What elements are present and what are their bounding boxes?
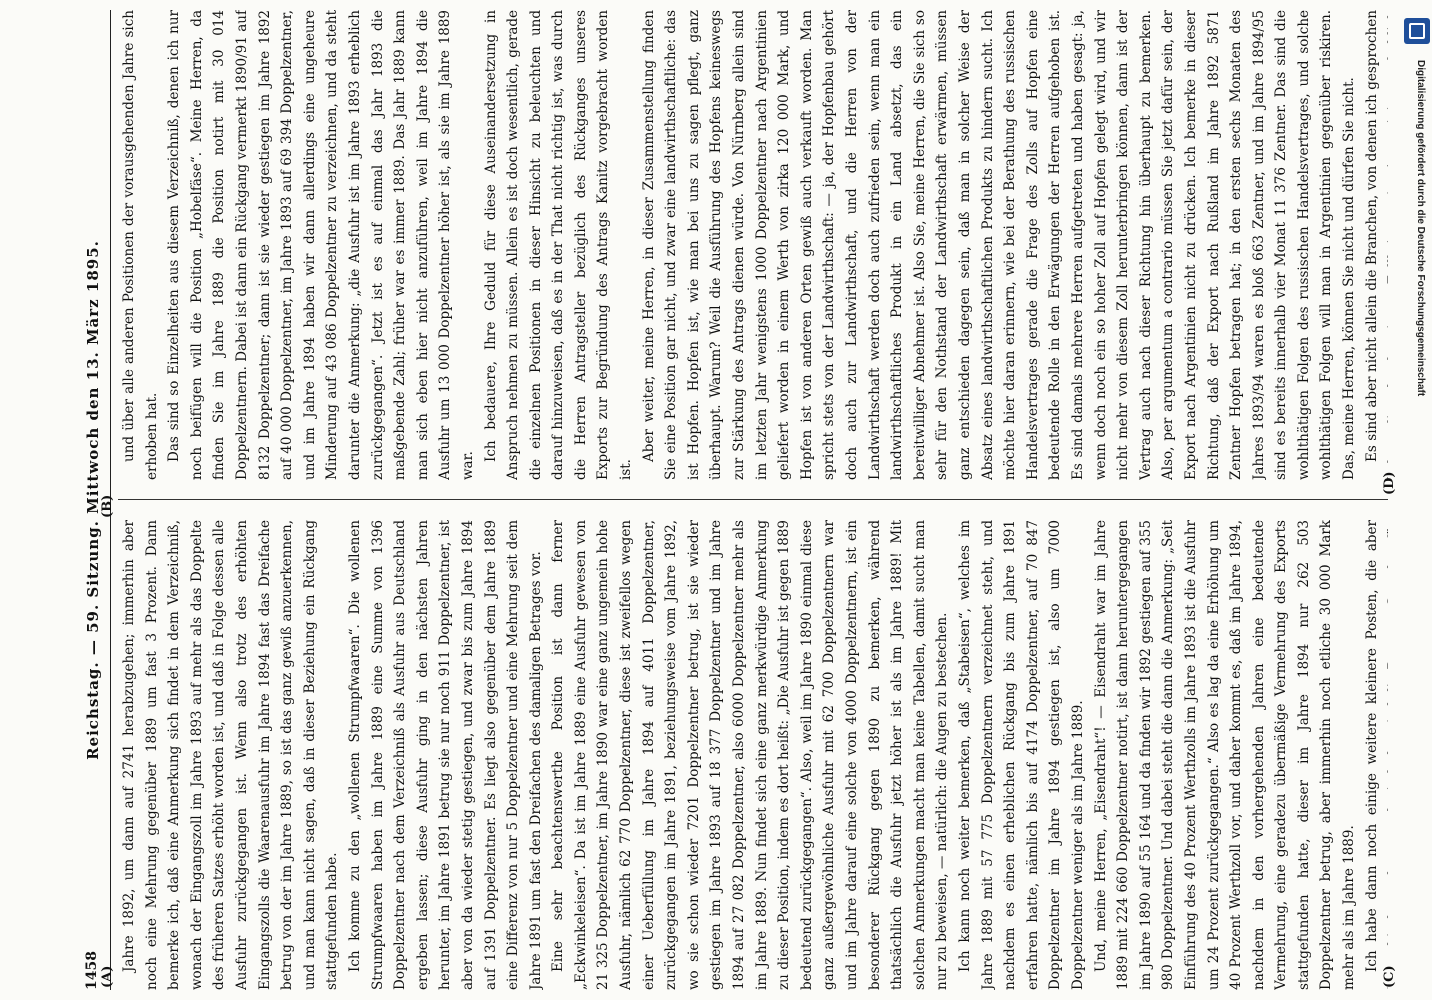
page-header [0, 0, 102, 1000]
page-number: 1458 [84, 951, 100, 990]
left-text-column [118, 520, 1388, 990]
session-heading: Reichstag. — 59. Sitzung. Mittwoch den 13. März 1895. [84, 240, 102, 760]
paragraph: Ich komme zu den „wollenen Strumpfwaaren“. Die wollenen Strumpfwaaren haben im Jahre 1889 eine Summe von 1396 Doppelzentner nach dem Verzeichniß als Ausfuhr aus Deutschland ergeben lassen; diese Ausfuhr ging in den nächsten Jahren herunter, im Jahre 1891 betrug sie nur noch 911 Doppelzentner, ist aber von da wieder stetig gestiegen, und zwar bis zum Jahre 1894 auf 1391 Doppelzentner. Es liegt also gegenüber dem Jahre 1889 eine Differenz von nur 5 Doppelzentner und eine Mehrung seit dem Jahre 1891 um fast den Dreifachen des damaligen Betrages vor. [346, 520, 544, 990]
paragraph: Ich kann noch weiter bemerken, daß „Stabeisen“, welches im Jahre 1889 mit 57 775 Doppelzentnern verzeichnet steht, und nachdem es einen erheblichen Rückgang bis zum Jahre 1891 erfahren hatte, nämlich bis auf 4174 Doppelzentner, auf 70 847 Doppelzentner im Jahre 1894 gestiegen ist, also um 7000 Doppelzentner weniger als im Jahre 1889. [956, 520, 1086, 990]
margin-label-a: (A) [100, 965, 115, 988]
paragraph: und über alle anderen Positionen der vorausgehenden Jahre sich erhoben hat. [121, 10, 160, 480]
column-divider [118, 499, 1388, 500]
paragraph: Ich habe dann noch einige weitere kleinere Posten, die aber [1363, 520, 1380, 972]
paragraph: Aber weiter, meine Herren, in dieser Zusammenstellung finden Sie eine Position gar nicht, und zwar eine landwirthschaftliche: das ist Hopfen. Hopfen ist, wie man bei uns zu sagen pflegt, ganz überhaupt. Warum? Weil die Ausführung des Hopfens keineswegs zur Stärkung des Antrags dienen würde. Von Nürnberg allein sind im letzten Jahr wenigstens 1000 Doppelzentner nach Argentinien geliefert worden in einem Werth von zirka 120 000 Mark, und Hopfen ist von anderen Orten gewiß auch verkauft worden. Man spricht stets von der Landwirthschaft: — ja, der Hopfenbau gehört doch auch zur Landwirthschaft, und die Herren von der Landwirthschaft werden doch auch zufrieden sein, wenn man ein landwirthschaftliches Produkt in ein Land absetzt, das ein bereitwilliger Abnehmer ist. Also Sie, meine Herren, die Sie sich so sehr für den Nothstand der Landwirthschaft erwärmen, müssen ganz entschieden dagegen sein, daß man in solcher Weise der Absatz eines landwirthschaftlichen Produkts zu hindern sucht. Ich möchte hier daran erinnern, wie bei der Berathung des russischen Handelsvertrages gerade die Frage des Zolls auf Hopfen eine bedeutende Rolle in den Erwägungen der Herren aufgehoben ist. Es sind damals mehrere Herren aufgetreten und haben gesagt: ja, wenn doch noch ein so hoher Zoll auf Hopfen gelegt wird, und wir nicht mehr von diesem Zoll herunterbringen können, dann ist der Vertrag auch nach dieser Richtung hin überhaupt zu bemerken. Also, per argumentum a contrario müssen Sie jetzt dafür sein, der Export nach Argentinien nicht zu drücken. Ich bemerke in dieser Richtung, daß der Export nach Rußland im Jahre 1892 5871 Zentner Hopfen betragen hat; in den ersten sechs Monaten des Jahres 1893/94 waren es bloß 663 Zentner, und im Jahre 1894/95 sind es bereits innerhalb vier Monat 11 376 Zentner. Das sind die wohlthätigen Folgen des russischen Handelsvertrages, und solche wohlthätigen Folgen will man in Argentinien gegenüber riskiren. Das, meine Herren, können Sie nicht und dürfen Sie nicht. [640, 10, 1358, 480]
margin-label-d: (D) [1382, 471, 1397, 495]
paragraph: Und, meine Herren, „Eisendraht“! — Eisendraht war im Jahre 1889 mit 224 660 Doppelzentner notirt, ist dann heruntergegangen im Jahre 1890 auf 55 164 und da finden wir 1892 gestiegen auf 355 980 Doppelzentner. Und dabei steht die dann die Anmerkung: „Seit Einführung des 40 Prozent Werthzolls im Jahre 1893 ist die Ausfuhr um 24 Prozent zurückgegangen.“ Also es lag da eine Erhöhung um 40 Prozent Werthzoll vor, und daher kommt es, daß im Jahre 1894, nachdem in den vorhergehenden Jahren eine bedeutende Vermehrung, eine geradezu übermäßige Vermehrung des Exports stattgefunden hatte, dieser im Jahre 1894 nur 262 503 Doppelzentner betrug, aber immerhin noch etliche 30 000 Mark mehr als im Jahre 1889. [1092, 520, 1358, 990]
credit-text: Digitalisierung gefördert durch die Deutsche Forschungsgemeinschaft [1415, 60, 1426, 397]
margin-label-c: (C) [1382, 965, 1397, 988]
paragraph: Es sind aber nicht allein die Branchen, von denen ich gesprochen [1363, 10, 1380, 462]
digitization-credit [1414, 60, 1428, 940]
paragraph: Das sind so Einzelheiten aus diesem Verzeichniß, denen ich nur noch beifügen will die Position „Hobelfäse“. Meine Herren, da finden Sie im Jahre 1889 die Position notirt mit 30 014 Doppelzentnern. Dabei ist dann ein Rückgang vermerkt 1890/91 auf 8132 Doppelzentner; dann ist sie wieder gestiegen im Jahre 1892 auf 40 000 Doppelzentner, im Jahre 1893 auf 69 394 Doppelzentner, und im Jahre 1894 haben wir dann allerdings eine ungeheure Minderung auf 43 086 Doppelzentner zu verzeichnen, und da steht darunter die Anmerkung: „die Ausfuhr ist im Jahre 1893 erheblich zurückgegangen“. Jetzt ist es auf einmal das Jahr 1893 die maßgebende Zahl; früher war es immer 1889. Das Jahr 1889 kann man sich eben hier nicht anzuführen, weil im Jahre 1894 die Ausfuhr um 13 000 Doppelzentner höher ist, als sie im Jahre 1889 war. [166, 10, 476, 480]
paragraph: Jahre 1892, um dann auf 2741 herabzugehen; immerhin aber noch eine Mehrung gegenüber 1889 um fast 3 Prozent. Dann bemerke ich, daß eine Anmerkung sich findet in dem Verzeichniß, wonach der Eingangszoll im Jahre 1893 auf mehr als das Doppelte des früheren Satzes erhöht worden ist, und daß in Folge dessen alle Ausfuhr zurückgegangen ist. Wenn also trotz des erhöhten Eingangszolls die Waarenausfuhr im Jahre 1894 fast das Dreifache betrug von der im Jahre 1889, so ist das ganz gewiß anzuerkennen, und man kann nicht sagen, daß in dieser Beziehung ein Rückgang stattgefunden habe. [121, 520, 341, 990]
paragraph: Ich bedauere, Ihre Geduld für diese Auseinandersetzung in Anspruch nehmen zu müssen. Allein es ist doch wesentlich, gerade die einzelnen Positionen in dieser Hinsicht zu beleuchten und darauf hinzuweisen, daß es in der That nicht richtig ist, was durch die Herren Antragsteller bezüglich des Rückganges unseres Exports zur Begründung des Antrags Kanitz vorgebracht worden ist. [482, 10, 635, 480]
margin-label-b: (B) [100, 494, 115, 518]
dfg-logo-icon [1404, 18, 1430, 44]
right-text-column [118, 10, 1388, 480]
paragraph: Eine sehr beachtenswerthe Position ist dann ferner „Eckwinkeleisen“. Da ist im Jahre 1889 eine Ausfuhr gewesen von 21 325 Doppelzentner, im Jahre 1890 war eine ganz ungemein hohe Ausfuhr, nämlich 62 770 Doppelzentner, diese ist zweifellos wegen einer Ueberfüllung im Jahre 1894 auf 4011 Doppelzentner, zurückgegangen im Jahre 1891, beziehungsweise vom Jahre 1892, wo sie schon wieder 7201 Doppelzentner betrug, ist sie wieder gestiegen im Jahre 1893 auf 18 377 Doppelzentner und im Jahre 1894 auf 27 082 Doppelzentner, also 6000 Doppelzentner mehr als im Jahre 1889. Nun findet sich eine ganz merkwürdige Anmerkung zu dieser Position, indem es dort heißt: „Die Ausfuhr ist gegen 1889 bedeutend zurückgegangen“. Also, weil im Jahre 1890 einmal diese ganz außergewöhnliche Ausfuhr mit 62 700 Doppelzentnern war und im Jahre darauf eine solche von 4000 Doppelzentnern, ist ein besonderer Rückgang gegen 1890 zu bemerken, während thatsächlich die Ausfuhr jetzt höher ist als im Jahre 1889! Mit solchen Anmerkungen macht man keine Tabellen, damit sucht man nur zu beweisen, — natürlich: die Augen zu bestechen. [550, 520, 951, 990]
